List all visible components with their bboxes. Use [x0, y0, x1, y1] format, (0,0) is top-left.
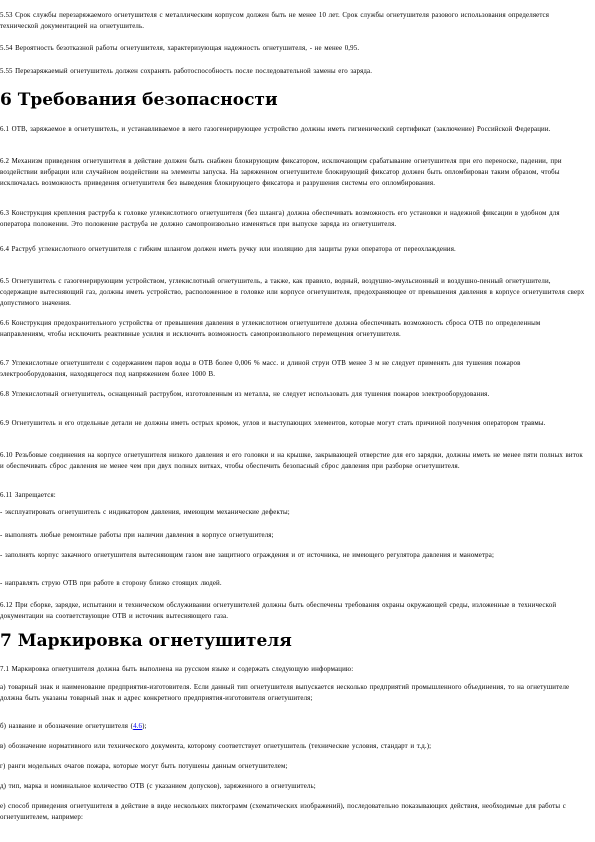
paragraph-7-1: 7.1 Маркировка огнетушителя должна быть выполнена на русском языке и содержать следующую информацию:: [0, 666, 354, 673]
list-item-7-1g: г) ранги модельных очагов пожара, которые могут быть потушены данным огнетушителем;: [0, 763, 288, 770]
list-item-7-1b: [0, 721, 586, 732]
paragraph-5-55: 5.55 Перезаряжаемый огнетушитель должен сохранять работоспособность после последовательной замены его заряда.: [0, 68, 373, 75]
paragraph-5-54: 5.54 Вероятность безотказной работы огнетушителя, характеризующая надежность огнетушителя, - не менее 0,95.: [0, 45, 360, 52]
clause-4-6-link[interactable]: 4.6: [133, 723, 143, 730]
paragraph-6-5: 6.5 Огнетушитель с газогенерирующим устройством, углекислотный огнетушитель, а также, как правило, водный, воздушно-эмульсионный и воздушно-пенный огнетушители, содержащие вытесняющий газ, должны иметь устройство, расположенное в головке или корпусе огнетушителя, предохраняющее от превышения давления в корпусе огнетушителя сверх допустимого значения.: [0, 278, 585, 307]
paragraph-6-8: 6.8 Углекислотный огнетушитель, оснащенный раструбом, изготовленным из металла, не следует использовать для тушения пожаров электрооборудования.: [0, 391, 490, 398]
list-item-7-1a: а) товарный знак и наименование предприятия-изготовителя. Если данный тип огнетушителя выпускается несколько предприятий промышленного объединения, то на огнетушителе должна быть указаны товарный знак и адрес конкретного предприятия-изготовителя огнетушителя;: [0, 684, 570, 702]
paragraph-5-53: 5.53 Срок службы перезаряжаемого огнетушителя с металлическим корпусом должен быть не менее 10 лет. Срок службы огнетушителя разового использования определяется технической документацией на огнетушитель.: [0, 12, 550, 30]
section-6-heading: 6 Требования безопасности: [0, 90, 278, 110]
list-item-6-11c: - заполнять корпус закачного огнетушителя вытесняющим газом вне защитного ограждения и от источника, не имеющего регулятора давления и манометра;: [0, 552, 495, 559]
paragraph-6-10: 6.10 Резьбовые соединения на корпусе огнетушителя низкого давления и его головки и на крышке, закрывающей отверстие для его зарядки, должны иметь не менее пяти полных виток и обеспечивать сброс давления не менее чем при двух полных витках, чтобы обеспечить безопасный сброс давления при разборке огнетушителя.: [0, 452, 583, 470]
list-item-7-1d: д) тип, марка и номинальное количество ОТВ (с указанием допусков), заряженного в огнетушитель;: [0, 783, 316, 790]
item-b-prefix: б) название и обозначение огнетушителя (: [0, 723, 134, 730]
paragraph-6-2: 6.2 Механизм приведения огнетушителя в действие должен быть снабжен блокирующим фиксатором, исключающим срабатывание огнетушителя при его переноске, падении, при воздействии вибрации или случайном воздействии на элементы запуска. На заряженном огнетушителе блокирующий фиксатор должен быть опломбирован таким образом, чтобы исключалась возможность приведения огнетушителя без выведения блокирующего фиксатора и разрушения системы его опломбирования.: [0, 158, 562, 187]
paragraph-6-7: 6.7 Углекислотные огнетушители с содержанием паров воды в ОТВ более 0,006 % масс. и длиной струи ОТВ менее 3 м не следует применять для тушения пожаров электрооборудования, находящегося под напряжением более 1000 В.: [0, 360, 521, 378]
paragraph-6-9: 6.9 Огнетушитель и его отдельные детали не должны иметь острых кромок, углов и выступающих элементов, которые могут стать причиной получения оператором травмы.: [0, 420, 546, 427]
list-item-7-1e: е) способ приведения огнетушителя в действие в виде нескольких пиктограмм (схематических изображений), последовательно показывающих действия, необходимые для работы с огнетушителем, например:: [0, 803, 566, 821]
list-item-6-11b: - выполнять любые ремонтные работы при наличии давления в корпусе огнетушителя;: [0, 532, 274, 539]
paragraph-6-4: 6.4 Раструб углекислотного огнетушителя с гибким шлангом должен иметь ручку или изоляцию для защиты руки оператора от переохлаждения.: [0, 246, 456, 253]
paragraph-6-11: 6.11 Запрещается:: [0, 492, 56, 499]
item-b-suffix: );: [142, 723, 147, 730]
paragraph-6-3: 6.3 Конструкция крепления раструба к головке углекислотного огнетушителя (без шланга) должна обеспечивать возможность его установки и надежной фиксации в удобном для оператора положении. Это положение раструба не должно самопроизвольно изменяться при выпуске заряда из огнетушителя.: [0, 210, 560, 228]
list-item-7-1v: в) обозначение нормативного или технического документа, которому соответствует огнетушитель (технические условия, стандарт и т.д.);: [0, 743, 432, 750]
paragraph-6-1: 6.1 ОТВ, заряжаемое в огнетушитель, и устанавливаемое в него газогенерирующее устройство должны иметь гигиенический сертификат (заключение) Российской Федерации.: [0, 126, 551, 133]
list-item-6-11a: - эксплуатировать огнетушитель с индикатором давления, имеющим механические дефекты;: [0, 509, 290, 516]
paragraph-6-6: 6.6 Конструкция предохранительного устройства от превышения давления в углекислотном огнетушителе должна обеспечивать возможность сброса ОТВ по определенным направлениям, чтобы исключить реактивные усилия и исключить возможность самопроизвольного перемещения огнетушителя.: [0, 320, 541, 338]
section-7-heading: 7 Маркировка огнетушителя: [0, 631, 292, 651]
paragraph-6-12: 6.12 При сборке, зарядке, испытании и техническом обслуживании огнетушителей должны быть обеспечены требования охраны окружающей среды, изложенные в технической документации на соответствующие ОТВ и источник вытесняющего газа.: [0, 602, 557, 620]
list-item-6-11d: - направлять струю ОТВ при работе в сторону близко стоящих людей.: [0, 580, 222, 587]
